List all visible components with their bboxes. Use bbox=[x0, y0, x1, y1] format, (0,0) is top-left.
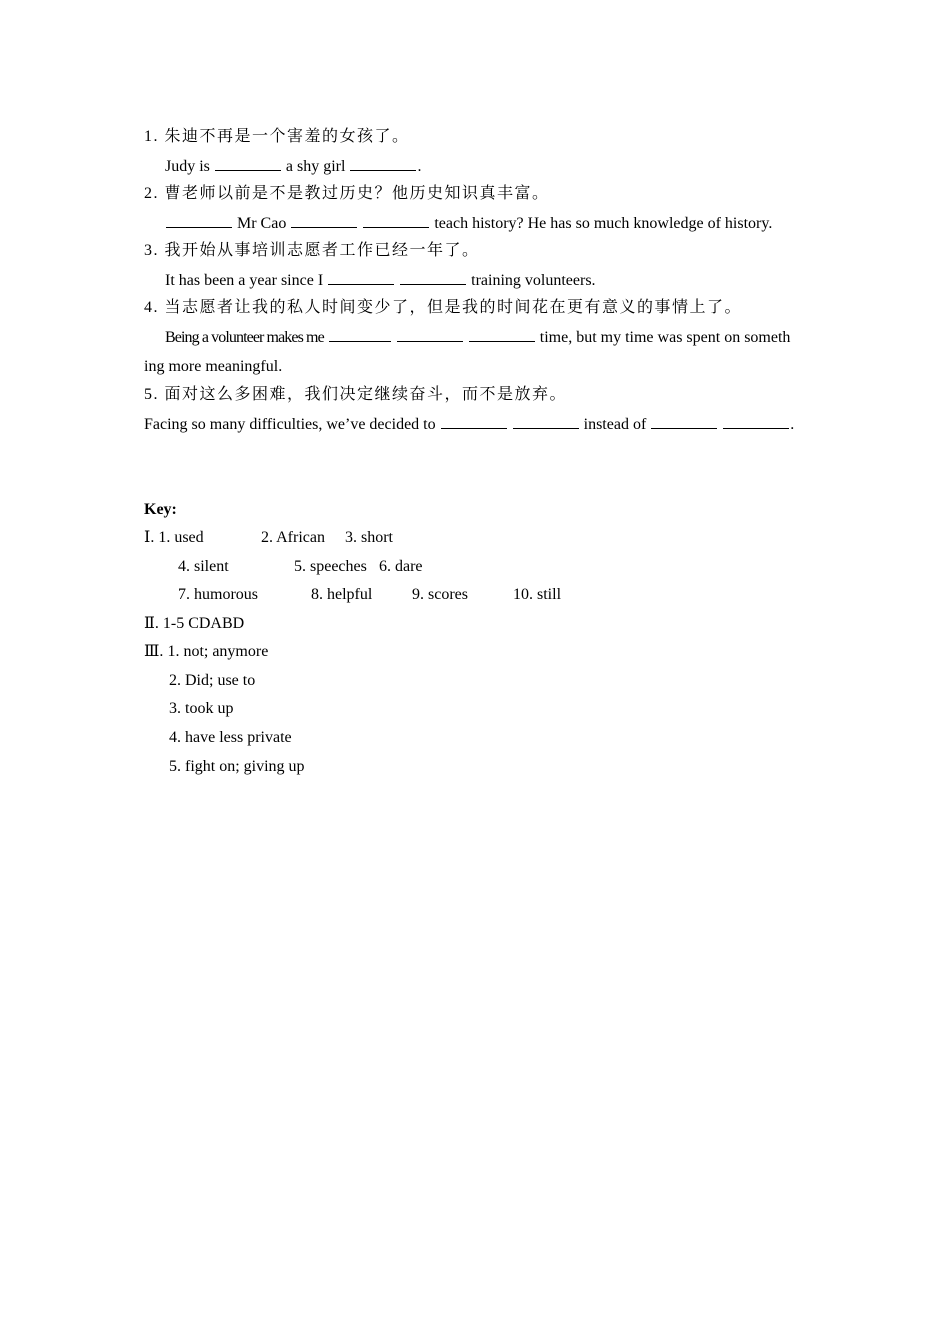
key-section1-label: Ⅰ. bbox=[144, 529, 155, 546]
q3-english bbox=[165, 270, 596, 291]
q5-text-a: Facing so many difficulties, we’ve decided to bbox=[144, 416, 436, 433]
q2-blank-2 bbox=[291, 213, 357, 228]
q1-text-a: Judy is bbox=[165, 158, 210, 175]
q2-text-b: teach history? He has so much knowledge of history. bbox=[434, 215, 773, 232]
q4-text-a: Being a volunteer makes me bbox=[165, 329, 324, 346]
key-section2 bbox=[144, 614, 244, 634]
q5-blank-1 bbox=[441, 414, 507, 429]
key-section3-a4: 4. have less private bbox=[169, 729, 292, 746]
q3-text-a: It has been a year since I bbox=[165, 272, 324, 289]
q3-blank-2 bbox=[400, 270, 466, 285]
key-section3-a5: 5. fight on; giving up bbox=[169, 758, 305, 775]
q2-blank-1 bbox=[166, 213, 232, 228]
key-section1-a5: 5. speeches bbox=[294, 558, 367, 575]
key-section3-a1: 1. not; anymore bbox=[167, 643, 269, 660]
q5-chinese: 5. 面对这么多困难，我们决定继续奋斗，而不是放弃。 bbox=[144, 386, 568, 403]
key-section1-a8: 8. helpful bbox=[311, 586, 373, 603]
q4-text-b: time, but my time was spent on someth bbox=[539, 329, 791, 346]
key-section2-answer: 1-5 CDABD bbox=[162, 615, 245, 632]
q2-chinese: 2. 曹老师以前是不是教过历史？他历史知识真丰富。 bbox=[144, 185, 550, 202]
key-section1-a1: 1. used bbox=[158, 529, 204, 546]
key-section3-row1 bbox=[144, 642, 268, 662]
key-section1-a6: 6. dare bbox=[379, 558, 423, 575]
q1-blank-2 bbox=[350, 156, 416, 171]
q5-text-b: instead of bbox=[583, 416, 647, 433]
key-section1-a10: 10. still bbox=[513, 586, 562, 603]
key-section2-label: Ⅱ. bbox=[144, 615, 159, 632]
key-section1-a2: 2. African bbox=[261, 529, 325, 546]
q5-blank-2 bbox=[513, 414, 579, 429]
key-section3-label: Ⅲ. bbox=[144, 643, 164, 660]
q3-text-b: training volunteers. bbox=[471, 272, 596, 289]
q5-text-c: . bbox=[790, 416, 795, 433]
q3-chinese: 3. 我开始从事培训志愿者工作已经一年了。 bbox=[144, 242, 480, 259]
q1-text-c: . bbox=[417, 158, 422, 175]
q5-blank-3 bbox=[651, 414, 717, 429]
q1-blank-1 bbox=[215, 156, 281, 171]
key-section3-a3: 3. took up bbox=[169, 700, 234, 717]
q4-blank-1 bbox=[329, 327, 391, 342]
key-section1-a3: 3. short bbox=[345, 529, 393, 546]
key-section1-a7: 7. humorous bbox=[178, 586, 258, 603]
q3-blank-1 bbox=[328, 270, 394, 285]
key-section1-row1 bbox=[144, 528, 204, 548]
key-section1-a4: 4. silent bbox=[178, 558, 229, 575]
key-title: Key: bbox=[144, 501, 177, 518]
q4-blank-3 bbox=[469, 327, 535, 342]
q2-text-a: Mr Cao bbox=[237, 215, 287, 232]
q4-blank-2 bbox=[397, 327, 463, 342]
q1-text-b: a shy girl bbox=[285, 158, 346, 175]
key-section3-a2: 2. Did; use to bbox=[169, 672, 256, 689]
q5-blank-4 bbox=[723, 414, 789, 429]
q5-english bbox=[144, 414, 794, 435]
q4-chinese: 4. 当志愿者让我的私人时间变少了，但是我的时间花在更有意义的事情上了。 bbox=[144, 299, 743, 316]
q1-chinese: 1. 朱迪不再是一个害羞的女孩了。 bbox=[144, 128, 410, 145]
q2-english bbox=[165, 213, 772, 234]
key-section1-a9: 9. scores bbox=[412, 586, 468, 603]
q4-english-continued: ing more meaningful. bbox=[144, 358, 283, 375]
q4-english bbox=[165, 327, 790, 348]
q1-english bbox=[165, 156, 421, 177]
q2-blank-3 bbox=[363, 213, 429, 228]
